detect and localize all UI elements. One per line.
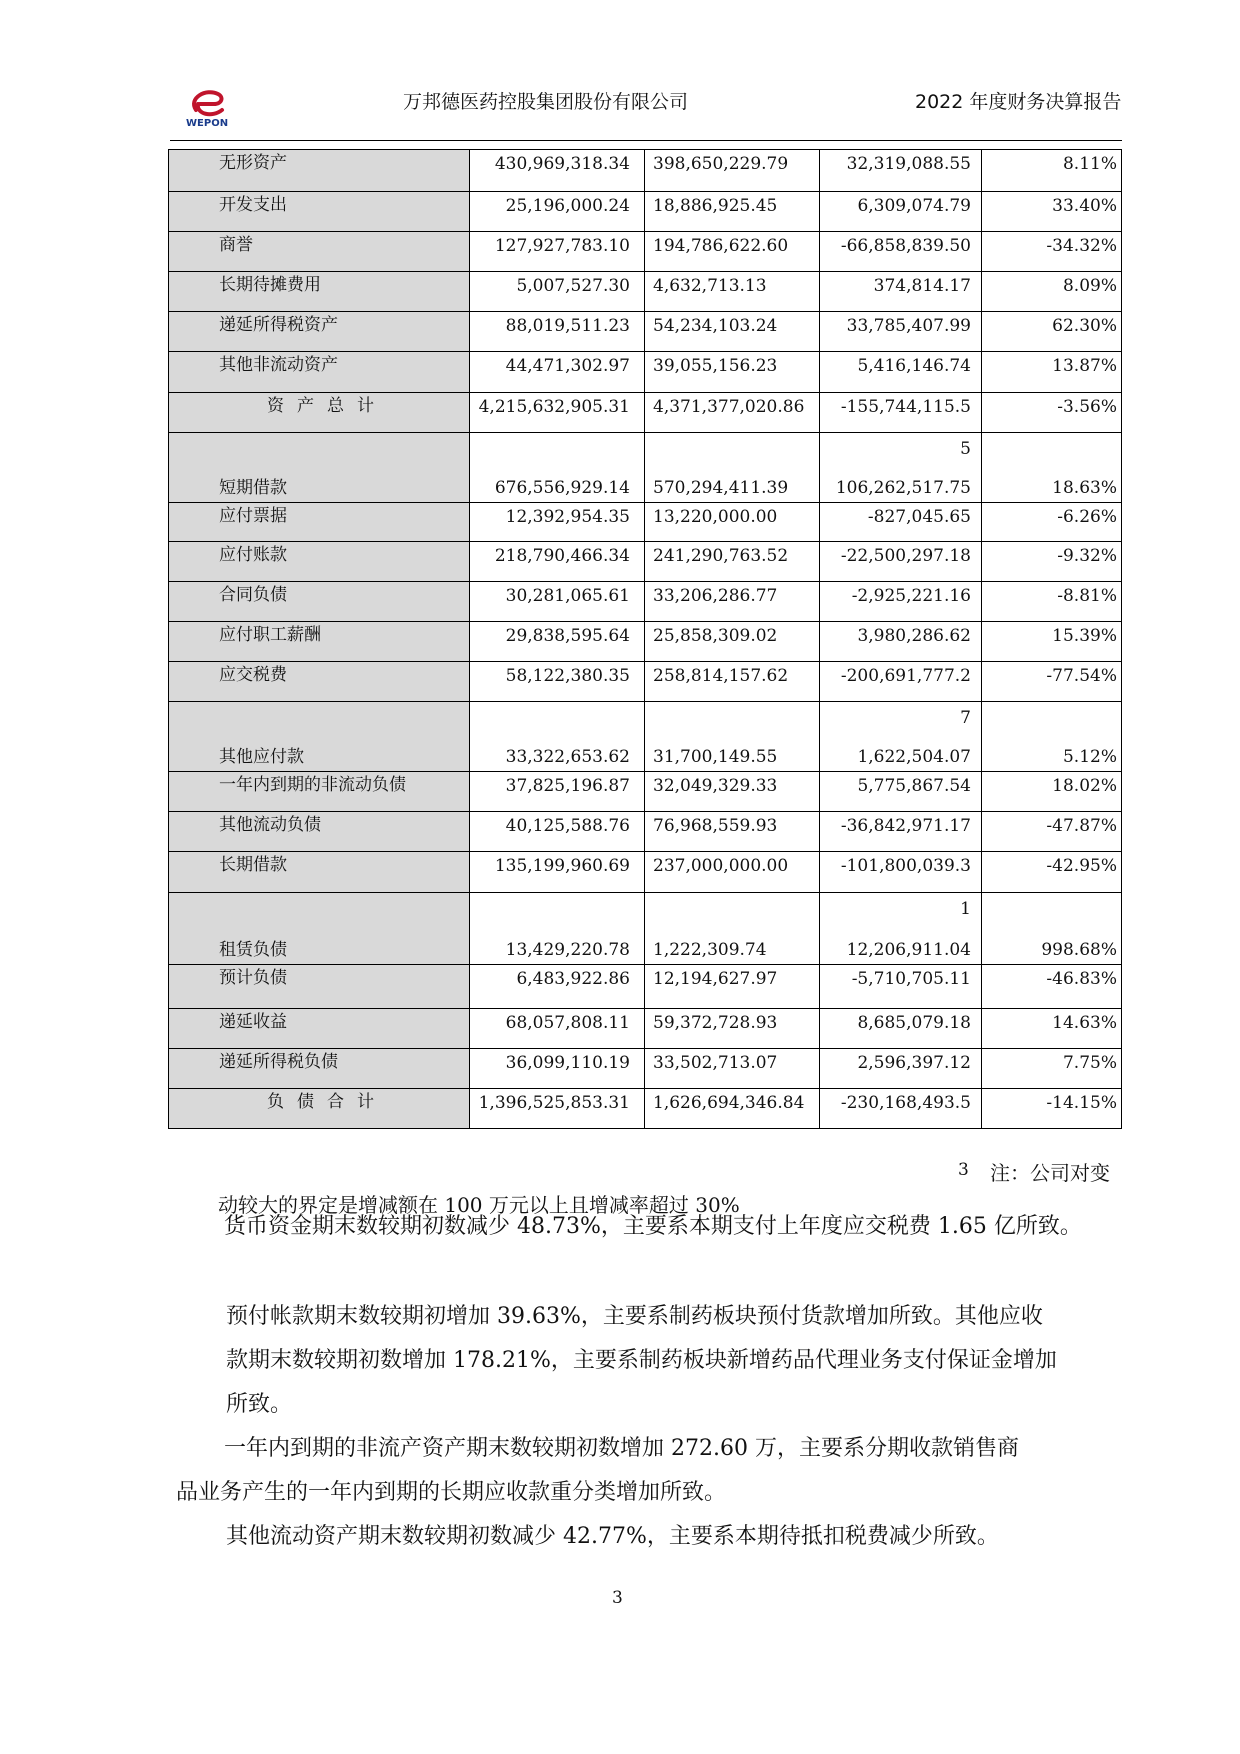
change-rate: 8.09% <box>982 272 1122 312</box>
table-row <box>169 582 1122 622</box>
period-begin-value: 33,502,713.07 <box>645 1049 820 1089</box>
change-amount-wrapped-digit: 5 <box>960 439 971 459</box>
period-end-value: 40,125,588.76 <box>470 812 645 852</box>
row-label: 应交税费 <box>169 662 470 702</box>
change-amount: 33,785,407.99 <box>820 312 982 352</box>
row-label: 资产总计 <box>169 393 470 433</box>
table-row <box>169 272 1122 312</box>
table-row <box>169 1049 1122 1089</box>
row-label: 递延收益 <box>169 1009 470 1049</box>
row-label: 递延所得税负债 <box>169 1049 470 1089</box>
change-rate: -42.95% <box>982 852 1122 893</box>
header-divider <box>170 140 1122 141</box>
change-rate: 13.87% <box>982 352 1122 393</box>
change-rate: -3.56% <box>982 393 1122 433</box>
paragraph-prepayments-line3: 所致。 <box>226 1392 293 1417</box>
period-end-value: 1,396,525,853.31 <box>470 1089 645 1129</box>
period-begin-value: 59,372,728.93 <box>645 1009 820 1049</box>
change-amount-value: 106,262,517.75 <box>835 478 971 498</box>
period-end-value: 37,825,196.87 <box>470 772 645 812</box>
table-row <box>169 852 1122 893</box>
change-amount: -827,045.65 <box>820 503 982 542</box>
change-amount: 5,416,146.74 <box>820 352 982 393</box>
change-rate: 62.30% <box>982 312 1122 352</box>
change-amount: 374,814.17 <box>820 272 982 312</box>
company-logo <box>182 84 238 130</box>
period-end-value: 25,196,000.24 <box>470 192 645 232</box>
change-amount: 2,596,397.12 <box>820 1049 982 1089</box>
row-label: 一年内到期的非流动负债 <box>169 772 470 812</box>
row-label: 开发支出 <box>169 192 470 232</box>
period-end-value: 4,215,632,905.31 <box>470 393 645 433</box>
change-rate: -6.26% <box>982 503 1122 542</box>
change-rate: -46.83% <box>982 965 1122 1009</box>
paragraph-prepayments-line1: 预付帐款期末数较期初增加 39.63%，主要系制药板块预付货款增加所致。其他应收 <box>226 1304 1043 1329</box>
row-label: 长期待摊费用 <box>169 272 470 312</box>
period-begin-value: 54,234,103.24 <box>645 312 820 352</box>
period-end-value: 30,281,065.61 <box>470 582 645 622</box>
change-rate: -8.81% <box>982 582 1122 622</box>
period-begin-value: 194,786,622.60 <box>645 232 820 272</box>
change-rate: 18.63% <box>982 433 1122 503</box>
note-number: 3 <box>958 1160 969 1180</box>
period-begin-value: 570,294,411.39 <box>645 433 820 503</box>
period-begin-value: 398,650,229.79 <box>645 150 820 192</box>
change-amount: 8,685,079.18 <box>820 1009 982 1049</box>
table-row <box>169 662 1122 702</box>
change-rate: 15.39% <box>982 622 1122 662</box>
change-rate: -77.54% <box>982 662 1122 702</box>
period-end-value: 12,392,954.35 <box>470 503 645 542</box>
change-rate: 18.02% <box>982 772 1122 812</box>
period-end-value: 68,057,808.11 <box>470 1009 645 1049</box>
page-header <box>0 0 1240 150</box>
table-row <box>169 1009 1122 1049</box>
row-label: 应付票据 <box>169 503 470 542</box>
table-row <box>169 393 1122 433</box>
period-begin-value: 32,049,329.33 <box>645 772 820 812</box>
table-row <box>169 622 1122 662</box>
row-label: 应付职工薪酬 <box>169 622 470 662</box>
table-row <box>169 352 1122 393</box>
period-begin-value: 237,000,000.00 <box>645 852 820 893</box>
row-label: 短期借款 <box>169 433 470 503</box>
table-row <box>169 433 1122 503</box>
table-row <box>169 150 1122 192</box>
paragraph-prepayments-line2: 款期末数较期初数增加 178.21%，主要系制药板块新增药品代理业务支付保证金增加 <box>226 1348 1057 1373</box>
table-row <box>169 503 1122 542</box>
row-label: 其他流动负债 <box>169 812 470 852</box>
period-begin-value: 13,220,000.00 <box>645 503 820 542</box>
change-rate: 998.68% <box>982 893 1122 965</box>
svg-text:WEPON: WEPON <box>186 118 229 129</box>
table-row <box>169 1089 1122 1129</box>
change-rate: 7.75% <box>982 1049 1122 1089</box>
period-end-value: 88,019,511.23 <box>470 312 645 352</box>
table-row <box>169 542 1122 582</box>
change-amount-wrapped-digit: 1 <box>960 899 971 919</box>
period-begin-value: 31,700,149.55 <box>645 702 820 772</box>
change-amount: -155,744,115.5 <box>820 393 982 433</box>
change-amount <box>820 893 982 965</box>
change-amount: -22,500,297.18 <box>820 542 982 582</box>
note-continuation: 动较大的界定是增减额在 100 万元以上且增减率超过 30% <box>218 1193 740 1217</box>
change-rate: -34.32% <box>982 232 1122 272</box>
period-end-value: 135,199,960.69 <box>470 852 645 893</box>
change-amount: -66,858,839.50 <box>820 232 982 272</box>
page-number: 3 <box>612 1588 623 1608</box>
table-row <box>169 702 1122 772</box>
period-end-value: 13,429,220.78 <box>470 893 645 965</box>
change-amount <box>820 433 982 503</box>
period-end-value: 58,122,380.35 <box>470 662 645 702</box>
table-row <box>169 893 1122 965</box>
period-begin-value: 1,222,309.74 <box>645 893 820 965</box>
table-row <box>169 812 1122 852</box>
period-end-value: 36,099,110.19 <box>470 1049 645 1089</box>
period-end-value: 6,483,922.86 <box>470 965 645 1009</box>
period-begin-value: 76,968,559.93 <box>645 812 820 852</box>
period-end-value: 430,969,318.34 <box>470 150 645 192</box>
note-text: 注：公司对变 <box>990 1161 1110 1185</box>
balance-sheet-table <box>168 149 1122 1129</box>
row-label: 无形资产 <box>169 150 470 192</box>
row-label: 应付账款 <box>169 542 470 582</box>
period-end-value: 218,790,466.34 <box>470 542 645 582</box>
row-label: 其他应付款 <box>169 702 470 772</box>
period-begin-value: 25,858,309.02 <box>645 622 820 662</box>
period-begin-value: 4,371,377,020.86 <box>645 393 820 433</box>
table-row <box>169 772 1122 812</box>
row-label: 预计负债 <box>169 965 470 1009</box>
change-amount <box>820 702 982 772</box>
change-amount-value: 12,206,911.04 <box>846 940 971 960</box>
change-rate: 8.11% <box>982 150 1122 192</box>
change-amount: -101,800,039.3 <box>820 852 982 893</box>
change-rate: 5.12% <box>982 702 1122 772</box>
paragraph-other-current-assets: 其他流动资产期末数较期初数减少 42.77%，主要系本期待抵扣税费减少所致。 <box>226 1524 999 1549</box>
report-title: 2022 年度财务决算报告 <box>915 91 1122 113</box>
row-label: 租赁负债 <box>169 893 470 965</box>
balance-sheet-body <box>169 150 1122 1129</box>
table-row <box>169 192 1122 232</box>
period-begin-value: 258,814,157.62 <box>645 662 820 702</box>
change-amount: 32,319,088.55 <box>820 150 982 192</box>
company-name: 万邦德医药控股集团股份有限公司 <box>403 91 689 113</box>
change-amount: -36,842,971.17 <box>820 812 982 852</box>
row-label: 商誉 <box>169 232 470 272</box>
change-rate: 33.40% <box>982 192 1122 232</box>
change-rate: 14.63% <box>982 1009 1122 1049</box>
paragraph-current-portion-line1: 一年内到期的非流产资产期末数较期初数增加 272.60 万，主要系分期收款销售商 <box>224 1436 1019 1461</box>
change-amount-value: 1,622,504.07 <box>857 747 971 767</box>
row-label: 递延所得税资产 <box>169 312 470 352</box>
paragraph-current-portion-line2: 品业务产生的一年内到期的长期应收款重分类增加所致。 <box>176 1480 727 1505</box>
period-end-value: 5,007,527.30 <box>470 272 645 312</box>
period-end-value: 44,471,302.97 <box>470 352 645 393</box>
paragraph-monetary-funds: 货币资金期末数较期初数减少 48.73%，主要系本期支付上年度应交税费 1.65 亿所致。 <box>224 1214 1082 1239</box>
change-rate: -47.87% <box>982 812 1122 852</box>
table-row <box>169 232 1122 272</box>
period-begin-value: 12,194,627.97 <box>645 965 820 1009</box>
period-begin-value: 39,055,156.23 <box>645 352 820 393</box>
period-begin-value: 241,290,763.52 <box>645 542 820 582</box>
table-row <box>169 312 1122 352</box>
table-row <box>169 965 1122 1009</box>
period-end-value: 676,556,929.14 <box>470 433 645 503</box>
period-end-value: 127,927,783.10 <box>470 232 645 272</box>
row-label: 其他非流动资产 <box>169 352 470 393</box>
change-amount: -2,925,221.16 <box>820 582 982 622</box>
change-rate: -9.32% <box>982 542 1122 582</box>
period-begin-value: 1,626,694,346.84 <box>645 1089 820 1129</box>
change-amount: -200,691,777.2 <box>820 662 982 702</box>
change-amount: 6,309,074.79 <box>820 192 982 232</box>
period-begin-value: 4,632,713.13 <box>645 272 820 312</box>
change-rate: -14.15% <box>982 1089 1122 1129</box>
period-end-value: 33,322,653.62 <box>470 702 645 772</box>
period-end-value: 29,838,595.64 <box>470 622 645 662</box>
row-label: 长期借款 <box>169 852 470 893</box>
change-amount: -5,710,705.11 <box>820 965 982 1009</box>
row-label: 合同负债 <box>169 582 470 622</box>
change-amount-wrapped-digit: 7 <box>960 708 971 728</box>
row-label: 负债合计 <box>169 1089 470 1129</box>
period-begin-value: 18,886,925.45 <box>645 192 820 232</box>
period-begin-value: 33,206,286.77 <box>645 582 820 622</box>
change-amount: 5,775,867.54 <box>820 772 982 812</box>
change-amount: 3,980,286.62 <box>820 622 982 662</box>
change-amount: -230,168,493.5 <box>820 1089 982 1129</box>
